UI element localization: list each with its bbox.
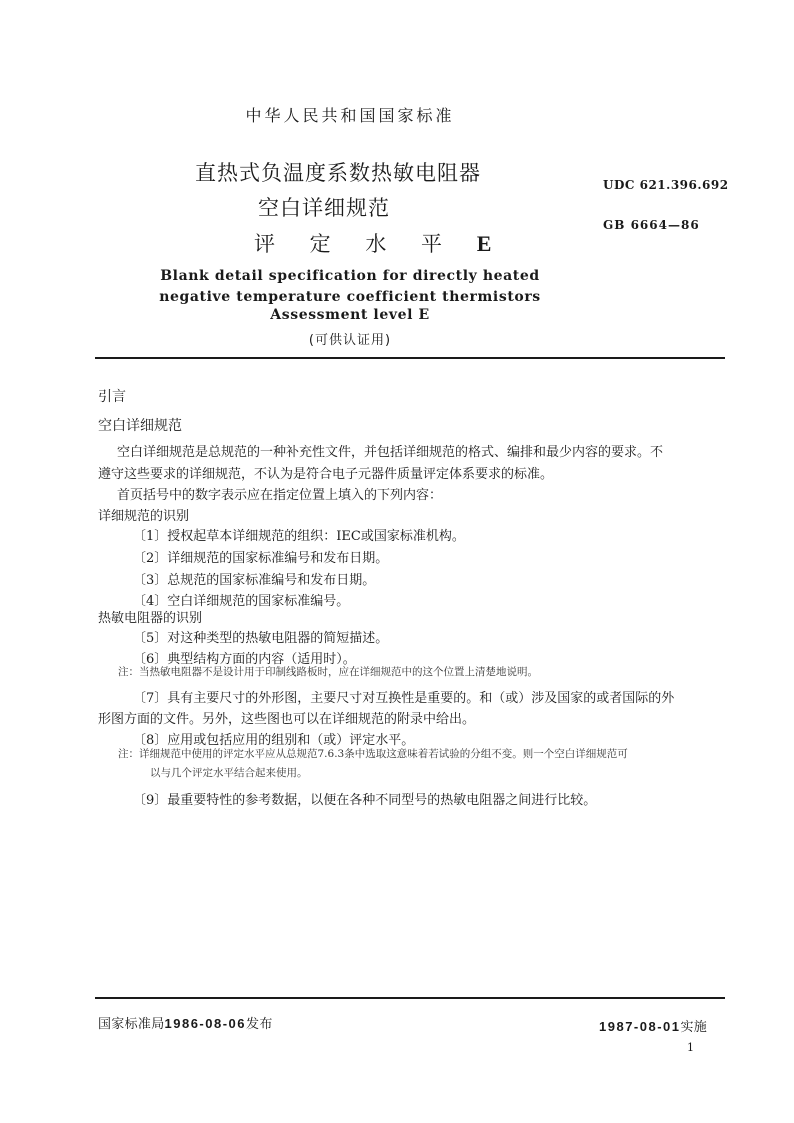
issuer: 国家标准局 <box>98 1017 165 1032</box>
gb-code: GB 6664—86 <box>603 218 700 232</box>
paragraph-1-line-1: 空白详细规范是总规范的一种补充性文件，并包括详细规范的格式、编排和最少内容的要求。不 <box>117 445 664 460</box>
implementation-line <box>599 1016 707 1035</box>
udc-code: UDC 621.396.692 <box>603 178 729 192</box>
title-en-line3: Assessment level E <box>270 307 430 323</box>
for-certification-note: (可供认证用) <box>308 333 392 348</box>
list-item-5: 〔5〕对这种类型的热敏电阻器的简短描述。 <box>133 631 389 646</box>
list-item-3: 〔3〕总规范的国家标准编号和发布日期。 <box>133 573 376 588</box>
paragraph-2: 首页括号中的数字表示应在指定位置上填入的下列内容： <box>117 488 443 503</box>
list-item-1: 〔1〕授权起草本详细规范的组织：IEC或国家标准机构。 <box>133 529 465 544</box>
title-en-line1: Blank detail specification for directly heated <box>160 268 540 284</box>
title-cn-line2: 空白详细规范 <box>258 196 390 220</box>
title-cn-line3 <box>254 228 491 258</box>
title-cn-line1: 直热式负温度系数热敏电阻器 <box>195 161 481 185</box>
issue-date: 1986-08-06 <box>164 1016 247 1031</box>
national-standard-heading: 中华人民共和国国家标准 <box>245 106 455 125</box>
note-1: 注：当热敏电阻器不是设计用于印制线路板时，应在详细规范中的这个位置上清楚地说明。 <box>118 666 538 678</box>
list-item-9: 〔9〕最重要特性的参考数据，以便在各种不同型号的热敏电阻器之间进行比较。 <box>133 793 597 808</box>
list-item-2: 〔2〕详细规范的国家标准编号和发布日期。 <box>133 551 389 566</box>
note-2-line-2: 以与几个评定水平结合起来使用。 <box>150 767 308 779</box>
title-en-line2: negative temperature coefficient thermistors <box>159 289 541 305</box>
list-item-7-line-1: 〔7〕具有主要尺寸的外形图，主要尺寸对互换性是重要的。和（或）涉及国家的或者国际的外 <box>133 691 675 706</box>
detail-spec-identification-heading: 详细规范的识别 <box>98 509 190 524</box>
thermistor-identification-heading: 热敏电阻器的识别 <box>98 611 203 626</box>
note-2-line-1: 注：详细规范中使用的评定水平应从总规范7.6.3条中选取这意味着若试验的分组不变。则一个空白详细规范可 <box>118 748 628 760</box>
implement-suffix: 实施 <box>680 1020 708 1035</box>
issue-line <box>98 1013 273 1032</box>
paragraph-1-line-2: 遵守这些要求的详细规范，不认为是符合电子元器件质量评定体系要求的标准。 <box>98 467 554 482</box>
title-cn-level-letter: E <box>476 231 492 256</box>
top-divider <box>95 357 725 359</box>
page-number: 1 <box>687 1041 694 1054</box>
issue-suffix: 发布 <box>246 1017 273 1032</box>
list-item-7-line-2: 形图方面的文件。另外，这些图也可以在详细规范的附录中给出。 <box>98 712 476 727</box>
list-item-6: 〔6〕典型结构方面的内容（适用时）。 <box>133 652 356 667</box>
section-intro-heading: 引言 <box>98 389 126 405</box>
title-cn-assessment-level-label: 评 定 水 平 <box>254 232 457 256</box>
bottom-divider <box>95 997 725 999</box>
list-item-8: 〔8〕应用或包括应用的组别和（或）评定水平。 <box>133 733 415 748</box>
implement-date: 1987-08-01 <box>599 1019 681 1034</box>
list-item-4: 〔4〕空白详细规范的国家标准编号。 <box>133 594 350 609</box>
section-blank-spec-heading: 空白详细规范 <box>98 418 182 434</box>
